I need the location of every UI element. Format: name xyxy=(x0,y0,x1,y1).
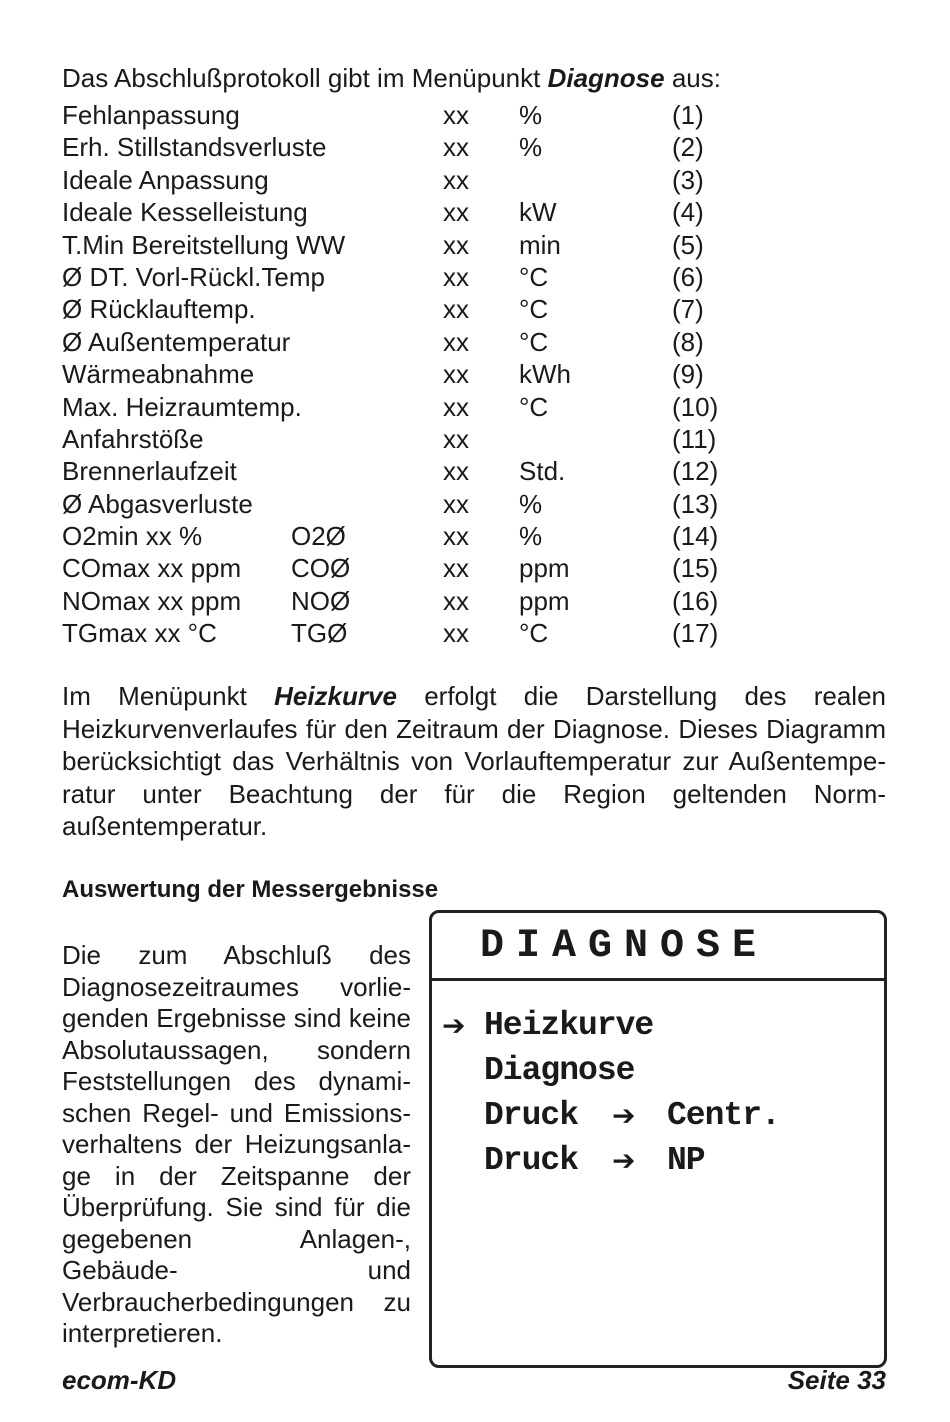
protocol-value: xx xyxy=(443,618,469,649)
protocol-label: Ø Rücklauftemp. xyxy=(62,294,256,325)
protocol-value: xx xyxy=(443,391,469,422)
protocol-unit: °C xyxy=(519,326,549,357)
protocol-label: Ideale Anpassung xyxy=(62,164,269,195)
protocol-value: xx xyxy=(443,585,469,616)
protocol-value: xx xyxy=(443,326,469,357)
protocol-unit: % xyxy=(519,521,543,552)
protocol-row xyxy=(62,552,762,584)
protocol-unit: °C xyxy=(519,261,549,292)
protocol-unit: % xyxy=(519,488,543,519)
protocol-label: Fehlanpassung xyxy=(62,100,240,130)
menu-item-label: Heizkurve xyxy=(484,1007,654,1044)
protocol-ref: (4) xyxy=(672,197,704,228)
protocol-label: Max. Heizraumtemp. xyxy=(62,391,302,422)
protocol-ref: (13) xyxy=(672,488,719,519)
protocol-value: xx xyxy=(443,488,469,519)
protocol-unit: Std. xyxy=(519,456,566,487)
protocol-label: T.Min Bereitstellung WW xyxy=(62,229,346,260)
protocol-unit: °C xyxy=(519,618,549,649)
protocol-row xyxy=(62,196,762,228)
para-prefix: Im Menüpunkt xyxy=(62,681,275,711)
protocol-value: xx xyxy=(443,294,469,325)
protocol-row xyxy=(62,358,762,390)
page-number: Seite 33 xyxy=(787,1365,886,1395)
menu-item-target: NP xyxy=(667,1142,705,1179)
protocol-label: Ø Abgasverluste xyxy=(62,488,253,519)
heizkurve-paragraph xyxy=(62,680,886,843)
protocol-row xyxy=(62,229,762,261)
menu-item-druck-np[interactable] xyxy=(432,1138,884,1183)
protocol-unit: ppm xyxy=(519,553,570,584)
protocol-ref: (2) xyxy=(672,132,704,163)
menu-item-heizkurve[interactable] xyxy=(432,1003,884,1048)
protocol-label: Ideale Kesselleistung xyxy=(62,197,308,228)
menu-item-druck-centr[interactable] xyxy=(432,1093,884,1138)
para-emph: Heizkurve xyxy=(274,681,397,711)
protocol-value: xx xyxy=(443,261,469,292)
display-menu xyxy=(432,1003,884,1183)
protocol-label-avg: COØ xyxy=(291,553,351,584)
protocol-value: xx xyxy=(443,521,469,552)
evaluation-paragraph: Die zum Abschluß des Diagnosezeitraumes vorliegenden Ergebnisse sind keine Absolutaussagen, sondern Feststellungen des dynamischen Regel- und Emissionsverhaltens der Heizungsanlage in der Zeitspanne der Überprüfung. Sie sind für die gegebenen Anlagen-, Gebäude- und Verbraucherbedingungen zu interpretieren. xyxy=(62,940,411,1348)
protocol-value: xx xyxy=(443,229,469,260)
protocol-unit: °C xyxy=(519,294,549,325)
protocol-ref: (12) xyxy=(672,456,719,487)
protocol-label: NOmax xx ppm xyxy=(62,585,242,616)
protocol-unit: min xyxy=(519,229,561,260)
intro-prefix: Das Abschlußprotokoll gibt im Menüpunkt xyxy=(62,63,548,93)
protocol-label-avg: NOØ xyxy=(291,585,351,616)
protocol-label: Erh. Stillstandsverluste xyxy=(62,132,327,163)
protocol-ref: (7) xyxy=(672,294,704,325)
display-title: DIAGNOSE xyxy=(432,913,884,981)
protocol-value: xx xyxy=(443,132,469,163)
protocol-ref: (11) xyxy=(672,423,717,454)
protocol-row xyxy=(62,261,762,293)
arrow-right-icon: ➔ xyxy=(612,1144,635,1177)
protocol-value: xx xyxy=(443,164,469,195)
protocol-label: O2min xx % xyxy=(62,521,203,552)
protocol-label: TGmax xx °C xyxy=(62,618,217,649)
menu-item-label: Diagnose xyxy=(484,1052,635,1089)
arrow-right-icon: ➔ xyxy=(612,1099,635,1132)
protocol-ref: (6) xyxy=(672,261,704,292)
protocol-ref: (10) xyxy=(672,391,719,422)
protocol-label: Ø Außentemperatur xyxy=(62,326,291,357)
protocol-label-avg: O2Ø xyxy=(291,521,346,552)
protocol-value: xx xyxy=(443,423,469,454)
protocol-value: xx xyxy=(443,359,469,390)
menu-item-diagnose[interactable] xyxy=(432,1048,884,1093)
protocol-ref: (9) xyxy=(672,359,704,390)
intro-emph: Diagnose xyxy=(547,63,665,93)
protocol-ref: (5) xyxy=(672,229,704,260)
protocol-row xyxy=(62,131,762,163)
para-suffix: erfolgt die Darstellung des realen Heizkurvenverlaufes für den Zeitraum der Diagnose. Dieses Diagramm berücksichtigt das Verhältnis von Vorlauftemperatur zur Außentemperatur unter Beachtung der für die Region geltenden Normaußentemperatur. xyxy=(62,681,886,841)
protocol-unit: kW xyxy=(519,197,557,228)
menu-item-label: Druck xyxy=(484,1142,579,1179)
protocol-unit: % xyxy=(519,132,543,163)
protocol-row xyxy=(62,423,762,455)
menu-item-target: Centr. xyxy=(667,1097,780,1134)
section-heading: Auswertung der Messergebnisse xyxy=(62,876,439,903)
protocol-row xyxy=(62,585,762,617)
protocol-label: Brennerlaufzeit xyxy=(62,456,237,487)
protocol-ref: (16) xyxy=(672,585,719,616)
protocol-ref: (15) xyxy=(672,553,719,584)
protocol-unit: ppm xyxy=(519,585,570,616)
protocol-label: COmax xx ppm xyxy=(62,553,242,584)
protocol-ref: (1) xyxy=(672,100,704,130)
protocol-label: Ø DT. Vorl-Rückl.Temp xyxy=(62,261,325,292)
protocol-row xyxy=(62,391,762,423)
protocol-label: Wärmeabnahme xyxy=(62,359,255,390)
protocol-row xyxy=(62,617,762,649)
protocol-row xyxy=(62,520,762,552)
protocol-unit: °C xyxy=(519,391,549,422)
protocol-label-avg: TGØ xyxy=(291,618,348,649)
protocol-row xyxy=(62,293,762,325)
protocol-table xyxy=(62,99,762,650)
protocol-value: xx xyxy=(443,456,469,487)
footer-product: ecom-KD xyxy=(62,1365,177,1395)
arrow-right-icon: ➔ xyxy=(442,1009,465,1042)
protocol-unit: kWh xyxy=(519,359,571,390)
protocol-value: xx xyxy=(443,100,469,130)
protocol-ref: (3) xyxy=(672,164,704,195)
menu-item-label: Druck xyxy=(484,1097,579,1134)
protocol-row xyxy=(62,326,762,358)
protocol-value: xx xyxy=(443,553,469,584)
protocol-unit: % xyxy=(519,100,543,130)
protocol-row xyxy=(62,488,762,520)
protocol-row xyxy=(62,99,762,131)
device-display xyxy=(429,910,887,1368)
protocol-label: Anfahrstöße xyxy=(62,423,204,454)
protocol-ref: (8) xyxy=(672,326,704,357)
protocol-value: xx xyxy=(443,197,469,228)
intro-line xyxy=(62,62,721,94)
protocol-ref: (17) xyxy=(672,618,719,649)
intro-suffix: aus: xyxy=(664,63,721,93)
protocol-ref: (14) xyxy=(672,521,719,552)
protocol-row xyxy=(62,164,762,196)
protocol-row xyxy=(62,455,762,487)
